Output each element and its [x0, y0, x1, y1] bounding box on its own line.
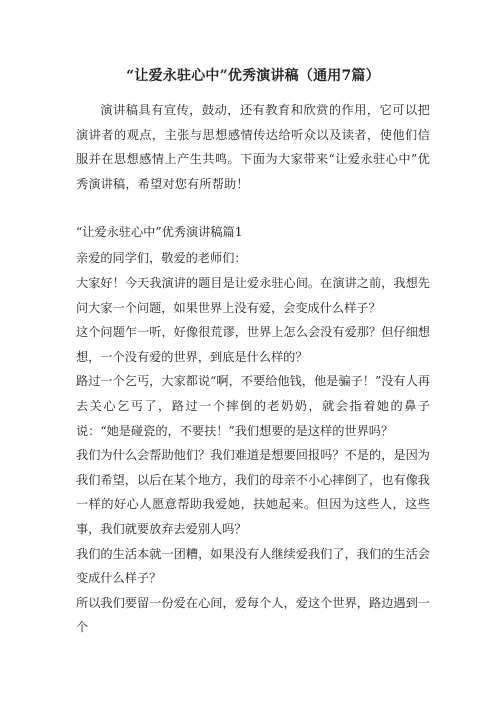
body-paragraph: 大家好！今天我演讲的题目是让爱永驻心间。在演讲之前，我想先问大家一个问题，如果世界上没有爱，会变成什么样子？: [76, 275, 430, 315]
body-paragraph: 这个问题乍一听，好像很荒谬，世界上怎么会没有爱那？但仔细想想，一个没有爱的世界，到底是什么样的？: [76, 325, 430, 364]
document-title: “让爱永驻心中”优秀演讲稿（通用7篇）: [126, 68, 380, 84]
body-paragraph: 我们为什么会帮助他们？我们难道是想要回报吗？不是的，是因为我们希望，以后在某个地方，我们的母亲不小心摔倒了，也有像我一样的好心人愿意帮助我爱她，扶她起来。但因为这些人，这些事，我们就要放弃去爱别人吗？: [76, 448, 430, 536]
section-spacer: [76, 196, 430, 220]
body-paragraph: 路过一个乞丐，大家都说“啊，不要给他钱，他是骗子！”没有人再去关心乞丐了，路过一个摔倒的老奶奶，就会指着她的鼻子说：“她是碰瓷的，不要扶！”我们想要的是这样的世界吗？: [76, 374, 430, 438]
body-paragraph: 我们的生活本就一团糟，如果没有人继续爱我们了，我们的生活会变成什么样子？: [76, 546, 430, 586]
body-paragraph: 所以我们要留一份爱在心间，爱每个人，爱这个世界，路边遇到一个: [76, 595, 430, 635]
section-heading: “让爱永驻心中”优秀演讲稿篇1: [76, 225, 243, 240]
intro-paragraph: 演讲稿具有宣传，鼓动，还有教育和欣赏的作用，它可以把演讲者的观点，主张与思想感情传达给听众以及读者，使他们信服并在思想感情上产生共鸣。下面为大家带来“让爱永驻心中”优秀演讲稿，希望对您有所帮助！: [76, 103, 430, 191]
salutation-paragraph: 亲爱的同学们，敬爱的老师们：: [76, 251, 247, 266]
